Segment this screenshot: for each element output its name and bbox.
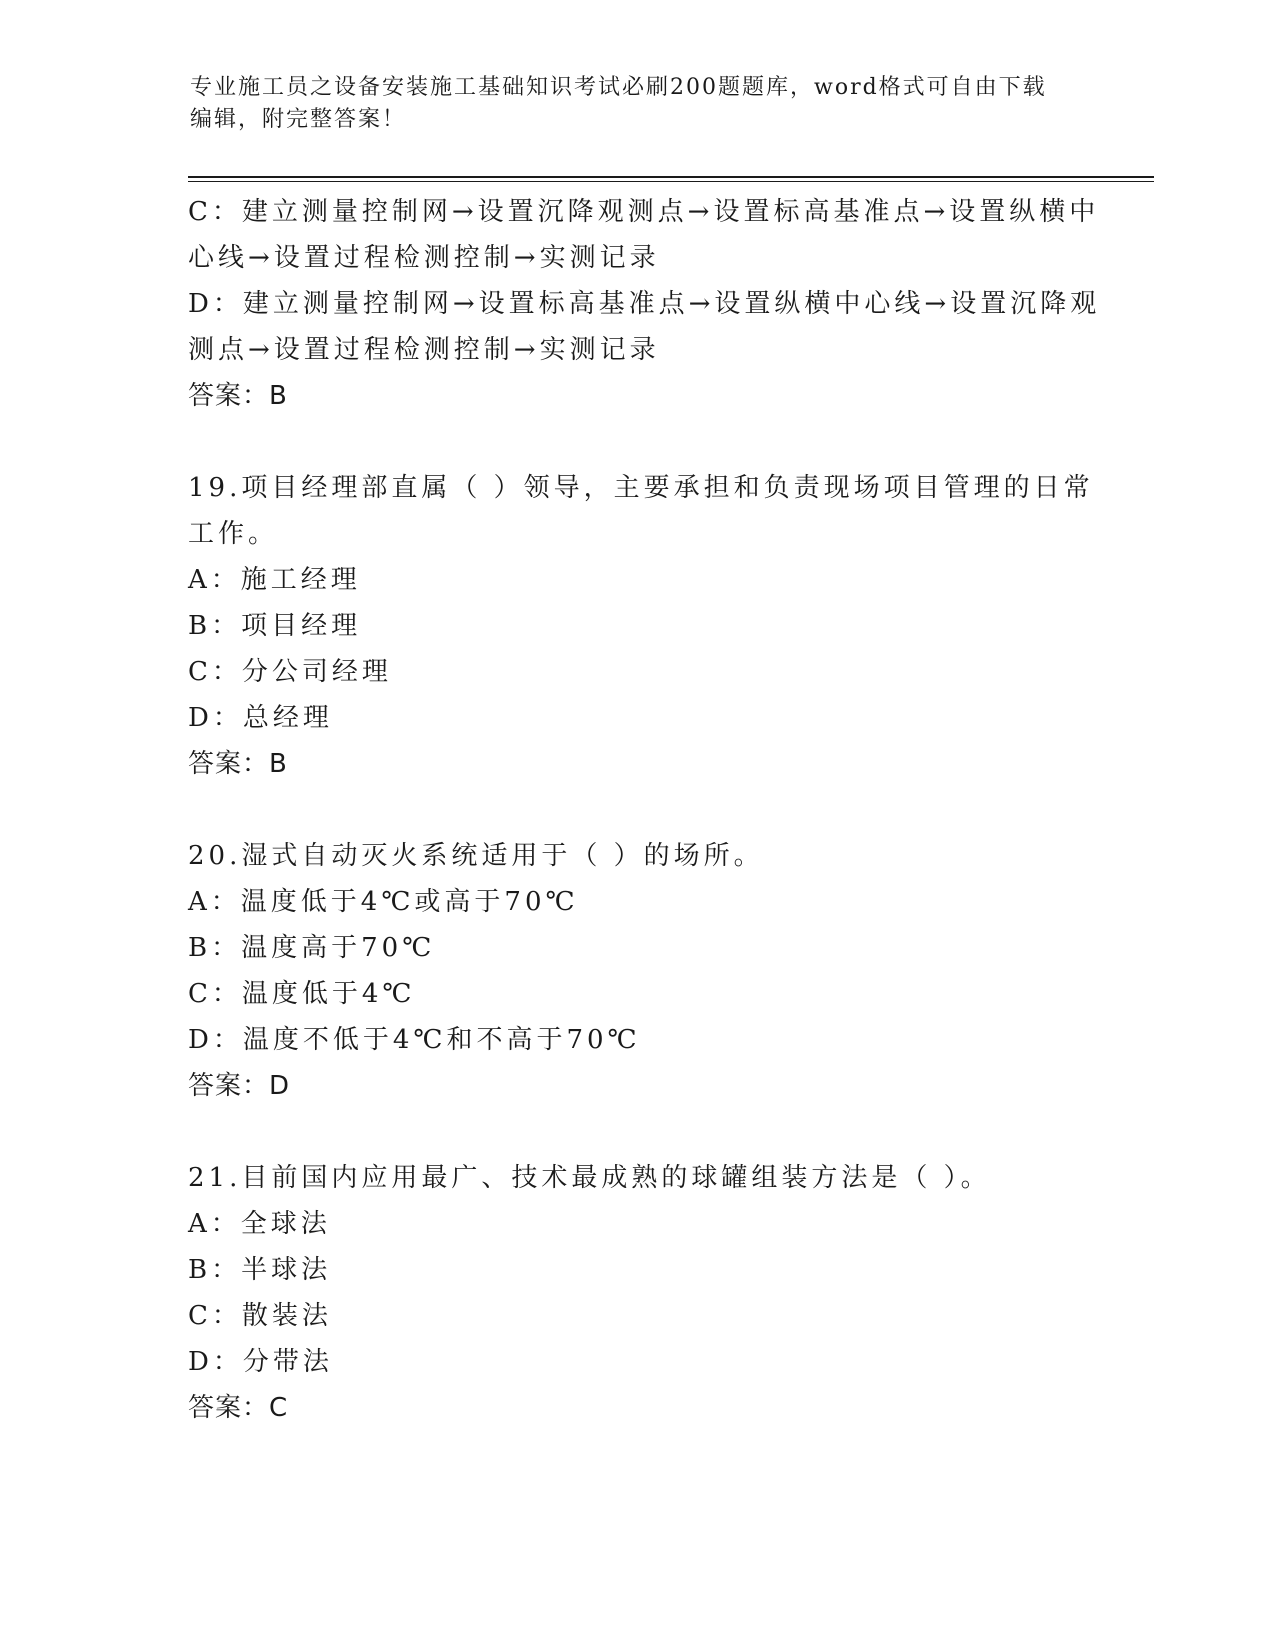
question-stem-continued: 工作。 [188, 519, 279, 549]
question-list [188, 189, 1101, 1431]
spacer [188, 787, 1088, 833]
option-b: B：项目经理 [188, 611, 362, 641]
question-18 [188, 189, 1101, 419]
header-divider-thick [188, 176, 1154, 178]
spacer [188, 1109, 1088, 1155]
question-19 [188, 465, 1094, 787]
option-b: B：温度高于70℃ [188, 933, 436, 963]
question-stem: 20.湿式自动灭火系统适用于（ ）的场所。 [188, 841, 764, 871]
document-header [190, 72, 1090, 136]
option-d-continued: 测点→设置过程检测控制→实测记录 [188, 335, 660, 365]
option-a: A：温度低于4℃或高于70℃ [188, 887, 579, 917]
option-a: A：施工经理 [188, 565, 361, 595]
option-c-continued: 心线→设置过程检测控制→实测记录 [188, 243, 660, 273]
option-b: B：半球法 [188, 1255, 332, 1285]
option-c: C：建立测量控制网→设置沉降观测点→设置标高基准点→设置纵横中 [188, 197, 1100, 227]
question-stem: 21.目前国内应用最广、技术最成熟的球罐组装方法是（ ）。 [188, 1163, 991, 1193]
header-title-line1: 专业施工员之设备安装施工基础知识考试必刷200题题库，word格式可自由下载 [190, 75, 1047, 100]
answer-line: 答案：D [188, 1071, 291, 1101]
question-stem: 19.项目经理部直属（ ）领导，主要承担和负责现场项目管理的日常 [188, 473, 1094, 503]
option-c: C：分公司经理 [188, 657, 392, 687]
option-c: C：散装法 [188, 1301, 332, 1331]
option-d: D：建立测量控制网→设置标高基准点→设置纵横中心线→设置沉降观 [188, 289, 1101, 319]
option-a: A：全球法 [188, 1209, 331, 1239]
option-d: D：分带法 [188, 1347, 333, 1377]
header-title-line2: 编辑，附完整答案！ [190, 107, 407, 132]
option-d: D：温度不低于4℃和不高于70℃ [188, 1025, 641, 1055]
spacer [188, 419, 1088, 465]
answer-line: 答案：B [188, 749, 288, 779]
answer-line: 答案：C [188, 1393, 289, 1423]
question-21 [188, 1155, 1088, 1431]
question-20 [188, 833, 1088, 1109]
answer-line: 答案：B [188, 381, 288, 411]
option-d: D：总经理 [188, 703, 333, 733]
option-c: C：温度低于4℃ [188, 979, 416, 1009]
header-divider-thin [188, 181, 1154, 182]
